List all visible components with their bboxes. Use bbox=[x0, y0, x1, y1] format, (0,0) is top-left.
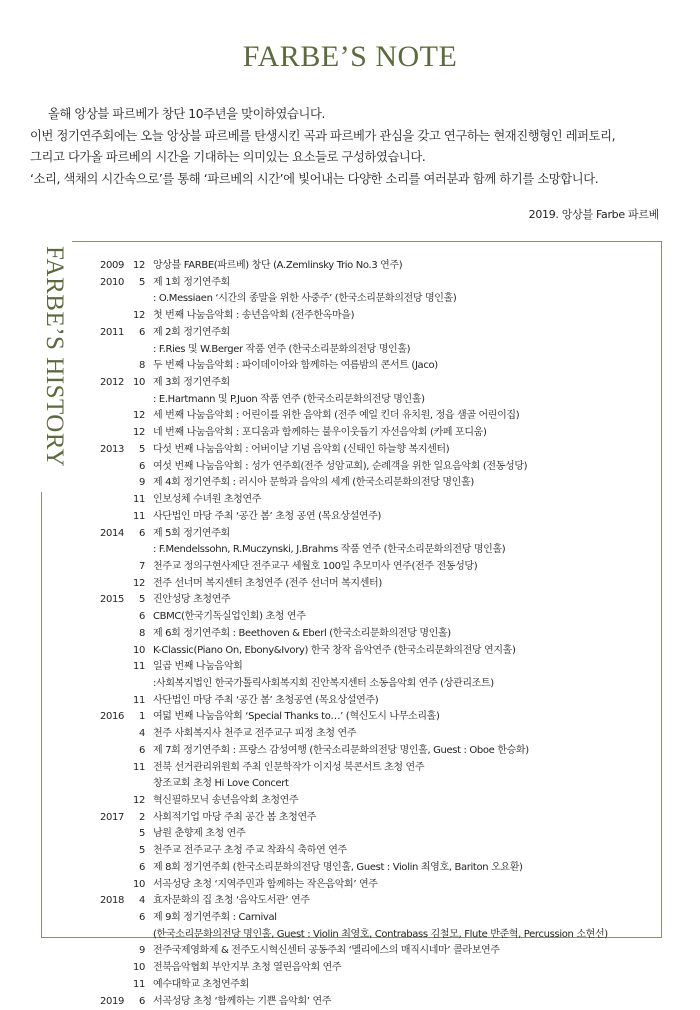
history-month: 10 bbox=[132, 377, 145, 389]
history-year bbox=[100, 509, 129, 526]
history-text: 천주 사회복지사 천주교 전주교구 피정 초청 연주 bbox=[153, 728, 357, 740]
history-entry bbox=[100, 726, 660, 743]
history-text: 창조교회 초청 Hi Love Concert bbox=[153, 778, 289, 790]
intro-line: 이번 정기연주회에는 오늘 앙상블 파르베를 탄생시킨 곡과 파르베가 관심을 갖고 연구하는 현재진행형인 레퍼토리, bbox=[30, 128, 616, 143]
history-month: 11 bbox=[132, 510, 145, 522]
history-year bbox=[100, 776, 129, 793]
history-text: 제 2회 정기연주회 bbox=[153, 326, 230, 338]
history-entry bbox=[100, 609, 660, 626]
history-year bbox=[100, 743, 129, 760]
history-entry bbox=[100, 943, 660, 960]
history-entry bbox=[100, 342, 660, 359]
history-month: 11 bbox=[132, 694, 145, 706]
history-entry bbox=[100, 358, 660, 375]
history-month: 6 bbox=[138, 744, 145, 756]
history-text: : F.Mendelssohn, R.Muczynski, J.Brahms 작품 연주 (한국소리문화의전당 명인홀) bbox=[153, 544, 506, 556]
history-month: 11 bbox=[132, 761, 145, 773]
history-entry bbox=[100, 793, 660, 810]
history-text: 제 8회 정기연주회 (한국소리문화의전당 명인홀, Guest : Violin 최영호, Bariton 오요환) bbox=[153, 861, 523, 873]
history-text: 여덟 번째 나눔음악회 ‘Special Thanks to…’ (혁신도시 나무소리홀) bbox=[153, 711, 440, 723]
history-text: 전주국제영화제 & 전주도시혁신센터 공동주최 ‘멜리에스의 매직시네마’ 콜라보연주 bbox=[153, 945, 500, 957]
history-text: 제 3회 정기연주회 bbox=[153, 377, 230, 389]
history-entry bbox=[100, 559, 660, 576]
history-year bbox=[100, 626, 129, 643]
history-month bbox=[129, 542, 145, 559]
history-entry bbox=[100, 693, 660, 710]
history-month: 4 bbox=[138, 728, 145, 740]
history-entry bbox=[100, 994, 660, 1010]
history-entry bbox=[100, 509, 660, 526]
history-month: 12 bbox=[132, 410, 145, 422]
history-year bbox=[100, 425, 129, 442]
history-month: 10 bbox=[132, 878, 145, 890]
history-entry bbox=[100, 810, 660, 827]
history-text: : E.Hartmann 및 P.Juon 작품 연주 (한국소리문화의전당 명인홀) bbox=[153, 393, 425, 405]
history-text: :사회복지법인 한국가톨릭사회복지회 진안복지센터 소동음악회 연주 (상관리조트) bbox=[153, 677, 494, 689]
history-entry bbox=[100, 408, 660, 425]
history-entry bbox=[100, 977, 660, 994]
page-title: FARBE’S NOTE bbox=[242, 40, 458, 73]
history-month: 6 bbox=[138, 460, 145, 472]
history-text: 진안성당 초청연주 bbox=[153, 594, 231, 606]
history-month: 9 bbox=[138, 945, 145, 957]
history-year bbox=[100, 659, 129, 676]
history-month: 12 bbox=[132, 577, 145, 589]
history-year bbox=[100, 392, 129, 409]
history-entry bbox=[100, 927, 660, 944]
history-text: 사단법인 마당 주최 ‘공간 봄’ 초청 공연 (목요상설연주) bbox=[153, 510, 382, 522]
history-text: 제 5회 정기연주회 bbox=[153, 527, 230, 539]
history-year: 2017 bbox=[100, 811, 125, 823]
history-year bbox=[100, 860, 129, 877]
history-entry bbox=[100, 308, 660, 325]
history-month: 9 bbox=[138, 477, 145, 489]
history-year bbox=[100, 910, 129, 927]
history-month: 10 bbox=[132, 962, 145, 974]
history-year bbox=[100, 943, 129, 960]
history-month: 5 bbox=[138, 443, 145, 455]
history-entry bbox=[100, 826, 660, 843]
history-text: 두 번째 나눔음악회 : 파이데이아와 함께하는 여름밤의 콘서트 (Jaco) bbox=[153, 360, 438, 372]
history-month: 5 bbox=[138, 594, 145, 606]
history-entry bbox=[100, 709, 660, 726]
history-text: (한국소리문화의전당 명인홀, Guest : Violin 최영호, Contrabass 김철모, Flute 반준혁, Percussion 소현선) bbox=[153, 928, 608, 940]
history-year: 2018 bbox=[100, 895, 125, 907]
history-year bbox=[100, 408, 129, 425]
history-month: 8 bbox=[138, 360, 145, 372]
history-text: 전북 선거관리위원회 주최 인문학작가 이지성 북콘서트 초청 연주 bbox=[153, 761, 425, 773]
history-text: 제 6회 정기연주회 : Beethoven & Eberl (한국소리문화의전당 명인홀) bbox=[153, 627, 451, 639]
history-year bbox=[100, 358, 129, 375]
history-year: 2019 bbox=[100, 995, 125, 1007]
history-text: 첫 번째 나눔음악회 : 송년음악회 (전주한옥마을) bbox=[153, 310, 355, 322]
history-month: 6 bbox=[138, 995, 145, 1007]
history-month: 5 bbox=[138, 276, 145, 288]
history-year: 2009 bbox=[100, 260, 125, 271]
history-month: 10 bbox=[132, 644, 145, 656]
history-text: 세 번째 나눔음악회 : 어린이를 위한 음악회 (전주 예일 킨더 유치원, 정읍 샘골 어린이집) bbox=[153, 410, 520, 422]
history-month bbox=[129, 291, 145, 308]
history-year: 2012 bbox=[100, 377, 125, 389]
history-entry bbox=[100, 743, 660, 760]
history-year bbox=[100, 459, 129, 476]
history-year bbox=[100, 542, 129, 559]
history-title: FARBE’S HISTORY bbox=[41, 246, 68, 468]
history-text: 천주교 전주교구 초청 주교 착좌식 축하연 연주 bbox=[153, 845, 347, 857]
history-year bbox=[100, 877, 129, 894]
history-month: 6 bbox=[138, 861, 145, 873]
history-frame-top bbox=[72, 241, 662, 242]
history-text: 혁신필하모닉 송년음악회 초청연주 bbox=[153, 795, 299, 806]
history-year bbox=[100, 291, 129, 308]
history-year bbox=[100, 643, 129, 660]
history-entry bbox=[100, 425, 660, 442]
history-month bbox=[129, 776, 145, 793]
history-entry bbox=[100, 576, 660, 593]
history-month bbox=[129, 392, 145, 409]
history-text: 여섯 번째 나눔음악회 : 성가 연주회(전주 성암교회), 순례객을 위한 일요음악회 (전동성당) bbox=[153, 460, 528, 472]
history-entry bbox=[100, 843, 660, 860]
history-text: 서곡성당 초청 ‘지역주민과 함께하는 작은음악회’ 연주 bbox=[153, 878, 378, 890]
history-frame-right bbox=[661, 241, 662, 938]
history-entry bbox=[100, 526, 660, 543]
history-year bbox=[100, 475, 129, 492]
history-text: 제 1회 정기연주회 bbox=[153, 276, 230, 288]
history-entry bbox=[100, 325, 660, 342]
history-entry bbox=[100, 275, 660, 292]
history-year bbox=[100, 760, 129, 777]
history-entry bbox=[100, 492, 660, 509]
history-month: 12 bbox=[132, 795, 145, 806]
history-year: 2013 bbox=[100, 443, 125, 455]
history-month: 6 bbox=[138, 912, 145, 924]
history-entry bbox=[100, 442, 660, 459]
history-text: 앙상블 FARBE(파르베) 창단 (A.Zemlinsky Trio No.3 연주) bbox=[153, 260, 403, 271]
history-month: 12 bbox=[132, 260, 145, 271]
history-text: : O.Messiaen ‘시간의 종말을 위한 사중주’ (한국소리문화의전당 명인홀) bbox=[153, 293, 457, 305]
history-list bbox=[100, 258, 660, 1010]
history-year bbox=[100, 977, 129, 994]
history-year bbox=[100, 676, 129, 693]
history-entry bbox=[100, 542, 660, 559]
intro-line: ‘소리, 색채의 시간속으로’를 통해 ‘파르베의 시간’에 빛어내는 다양한 소리를 여러분과 함께 하기를 소망합니다. bbox=[30, 171, 599, 186]
history-month: 6 bbox=[138, 527, 145, 539]
history-entry bbox=[100, 877, 660, 894]
history-entry bbox=[100, 776, 660, 793]
history-year bbox=[100, 492, 129, 509]
history-text: 남원 춘향제 초청 연주 bbox=[153, 828, 246, 840]
history-entry bbox=[100, 291, 660, 308]
history-year bbox=[100, 693, 129, 710]
history-entry bbox=[100, 392, 660, 409]
history-month bbox=[129, 676, 145, 693]
history-entry bbox=[100, 459, 660, 476]
history-text: CBMC(한국기독실업인회) 초청 연주 bbox=[153, 611, 306, 623]
history-entry bbox=[100, 910, 660, 927]
history-text: : F.Ries 및 W.Berger 작품 연주 (한국소리문화의전당 명인홀) bbox=[153, 343, 411, 355]
history-entry bbox=[100, 475, 660, 492]
history-entry bbox=[100, 659, 660, 676]
history-year bbox=[100, 843, 129, 860]
history-month bbox=[129, 342, 145, 359]
history-text: 인보성체 수녀원 초청연주 bbox=[153, 494, 262, 506]
history-text: 천주교 정의구현사제단 전주교구 세월호 100일 추모미사 연주(전주 전동성당) bbox=[153, 560, 478, 572]
history-entry bbox=[100, 893, 660, 910]
history-month: 11 bbox=[132, 978, 145, 990]
history-entry bbox=[100, 643, 660, 660]
history-text: 다섯 번째 나눔음악회 : 어버이날 기념 음악회 (신태인 하늘향 복지센터) bbox=[153, 443, 450, 455]
history-text: 전주 선너머 복지센터 초청연주 (전주 선너머 복지센터) bbox=[153, 577, 382, 589]
history-text: 제 7회 정기연주회 : 프랑스 감성여행 (한국소리문화의전당 명인홀, Guest : Oboe 한승화) bbox=[153, 744, 529, 756]
history-text: K-Classic(Piano On, Ebony&Ivory) 한국 창작 음악연주 (한국소리문화의전당 연지홀) bbox=[153, 644, 516, 656]
history-year: 2010 bbox=[100, 276, 125, 288]
history-entry bbox=[100, 592, 660, 609]
history-text: 네 번째 나눔음악회 : 포디움과 함께하는 불우이웃돕기 자선음악회 (카페 포디움) bbox=[153, 427, 487, 439]
history-month: 6 bbox=[138, 326, 145, 338]
history-month: 4 bbox=[138, 895, 145, 907]
history-month: 2 bbox=[138, 811, 145, 823]
history-entry bbox=[100, 960, 660, 977]
history-year bbox=[100, 826, 129, 843]
history-year bbox=[100, 559, 129, 576]
history-entry bbox=[100, 676, 660, 693]
signature: 2019. 앙상블 Farbe 파르베 bbox=[528, 208, 659, 221]
history-year: 2011 bbox=[100, 326, 125, 338]
history-year bbox=[100, 342, 129, 359]
history-text: 전북음악협회 부안지부 초청 열린음악회 연주 bbox=[153, 962, 342, 974]
history-year: 2014 bbox=[100, 527, 125, 539]
history-entry bbox=[100, 375, 660, 392]
history-year: 2015 bbox=[100, 594, 125, 606]
history-month bbox=[129, 927, 145, 944]
history-year bbox=[100, 308, 129, 325]
history-entry bbox=[100, 760, 660, 777]
history-entry bbox=[100, 860, 660, 877]
history-text: 서곡성당 초청 ‘함께하는 기쁜 음악회’ 연주 bbox=[153, 995, 332, 1007]
history-month: 12 bbox=[132, 310, 145, 322]
history-month: 11 bbox=[132, 494, 145, 506]
history-year bbox=[100, 609, 129, 626]
history-text: 제 4회 정기연주회 : 러시아 문학과 음악의 세계 (한국소리문화의전당 명인홀) bbox=[153, 477, 474, 489]
history-frame-left bbox=[41, 492, 42, 938]
history-month: 1 bbox=[138, 711, 145, 723]
intro-line: 그리고 다가올 파르베의 시간을 기대하는 의미있는 요소들로 구성하였습니다. bbox=[30, 150, 426, 164]
history-year: 2016 bbox=[100, 711, 125, 723]
history-entry bbox=[100, 626, 660, 643]
intro-paragraph bbox=[30, 104, 680, 190]
intro-line: 올해 앙상블 파르베가 창단 10주년을 맞이하였습니다. bbox=[48, 107, 325, 121]
history-month: 6 bbox=[138, 611, 145, 623]
history-year bbox=[100, 927, 129, 944]
history-month: 5 bbox=[138, 845, 145, 857]
history-month: 11 bbox=[132, 661, 145, 673]
history-year bbox=[100, 576, 129, 593]
history-text: 사회적기업 마당 주최 공간 봄 초청연주 bbox=[153, 811, 317, 823]
history-text: 효자문화의 집 초청 ‘음악도서관’ 연주 bbox=[153, 895, 310, 907]
history-text: 예수대학교 초청연주회 bbox=[153, 978, 249, 990]
history-month: 5 bbox=[138, 828, 145, 840]
history-entry bbox=[100, 258, 660, 275]
history-year bbox=[100, 960, 129, 977]
history-text: 제 9회 정기연주회 : Carnival bbox=[153, 912, 277, 924]
history-month: 7 bbox=[138, 560, 145, 572]
history-text: 사단법인 마당 주최 ‘공간 봄’ 초청공연 (목요상설연주) bbox=[153, 694, 379, 706]
history-text: 일곱 번째 나눔음악회 bbox=[153, 661, 243, 673]
history-year bbox=[100, 793, 129, 810]
history-month: 12 bbox=[132, 427, 145, 439]
history-month: 8 bbox=[138, 627, 145, 639]
history-year bbox=[100, 726, 129, 743]
